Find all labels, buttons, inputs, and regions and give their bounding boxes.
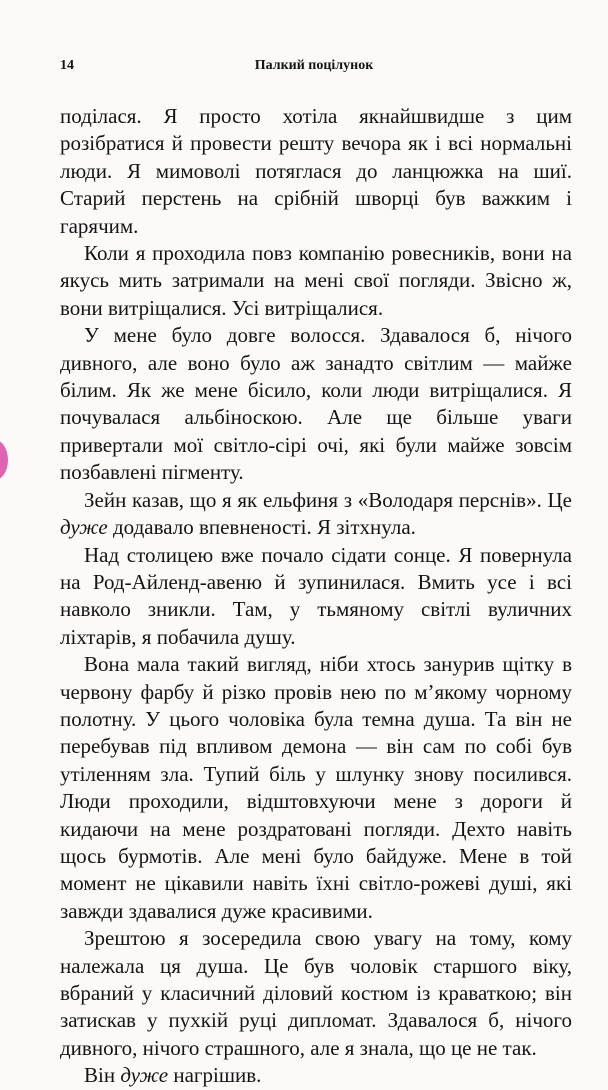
running-title: Палкий поцілунок	[254, 58, 374, 73]
text-segment: Над столицею вже почало сідати сонце. Я повернула на Род-Айленд-авеню й зупинилася. Вмить усе і всі навколо зникли. Там, у тьмяному світлі вуличних ліхтарів, я побачила душу.	[60, 542, 572, 649]
page-header	[60, 58, 568, 82]
paragraph-8	[60, 1062, 572, 1089]
text-segment: Коли я проходила повз компанію ровесників, вони на якусь мить затримали на мені свої погляди. Звісно ж, вони витріщалися. Усі витріщалися.	[60, 241, 572, 320]
text-segment: Зейн казав, що я як ельфиня з «Володаря перснів». Це	[84, 487, 572, 512]
italic-emphasis: дуже	[120, 1063, 169, 1088]
paragraph-5	[60, 542, 572, 652]
text-segment: поділася. Я просто хотіла якнайшвидше з цим розібратися й провести решту вечора як і всі нормальні люди. Я мимоволі потяглася до ланцюжка на шиї. Старий перстень на срібній шворці був важким і гарячим.	[60, 104, 572, 238]
text-segment: нагрішив.	[168, 1063, 262, 1088]
paragraph-2	[60, 240, 572, 322]
paragraph-4	[60, 487, 572, 542]
italic-emphasis: дуже	[60, 515, 108, 540]
paragraph-7	[60, 925, 572, 1062]
body-text	[60, 103, 572, 1090]
text-segment: У мене було довге волосся. Здавалося б, нічого дивного, але воно було аж занадто світлим — майже білим. Як же мене бісило, коли люди витріщалися. Я почувалася альбіноскою. Але ще більше уваги привертали мої світло-сірі очі, які були майже зовсім позбавлені пігменту.	[60, 323, 572, 485]
text-segment: Він	[84, 1063, 121, 1088]
text-segment: додавало впевненості. Я зітхнула.	[107, 515, 416, 540]
text-segment: Вона мала такий вигляд, ніби хтось занурив щітку в червону фарбу й різко провів нею по м’якому чорному полотну. У цього чоловіка була темна душа. Та він не перебував під впливом демона — він сам по собі був утіленням зла. Тупий біль у шлунку знову посилився. Люди проходили, відштовхуючи мене з дороги й кидаючи на мене роздратовані погляди. Дехто навіть щось бурмотів. Але мені було байдуже. Мене в той момент не цікавили навіть їхні світло-рожеві душі, які завжди здавалися дуже красивими.	[60, 652, 572, 923]
page-edge-decoration	[0, 440, 8, 480]
text-segment: Зрештою я зосередила свою увагу на тому, кому належала ця душа. Це був чоловік старшого віку, вбраний у класичний діловий костюм із краваткою; він затискав у пухкій руці дипломат. Здавалося б, нічого дивного, нічого страшного, але я знала, що це не так.	[60, 926, 572, 1060]
paragraph-3	[60, 322, 572, 486]
paragraph-6	[60, 651, 572, 925]
paragraph-1	[60, 103, 572, 240]
page-number: 14	[60, 58, 74, 73]
